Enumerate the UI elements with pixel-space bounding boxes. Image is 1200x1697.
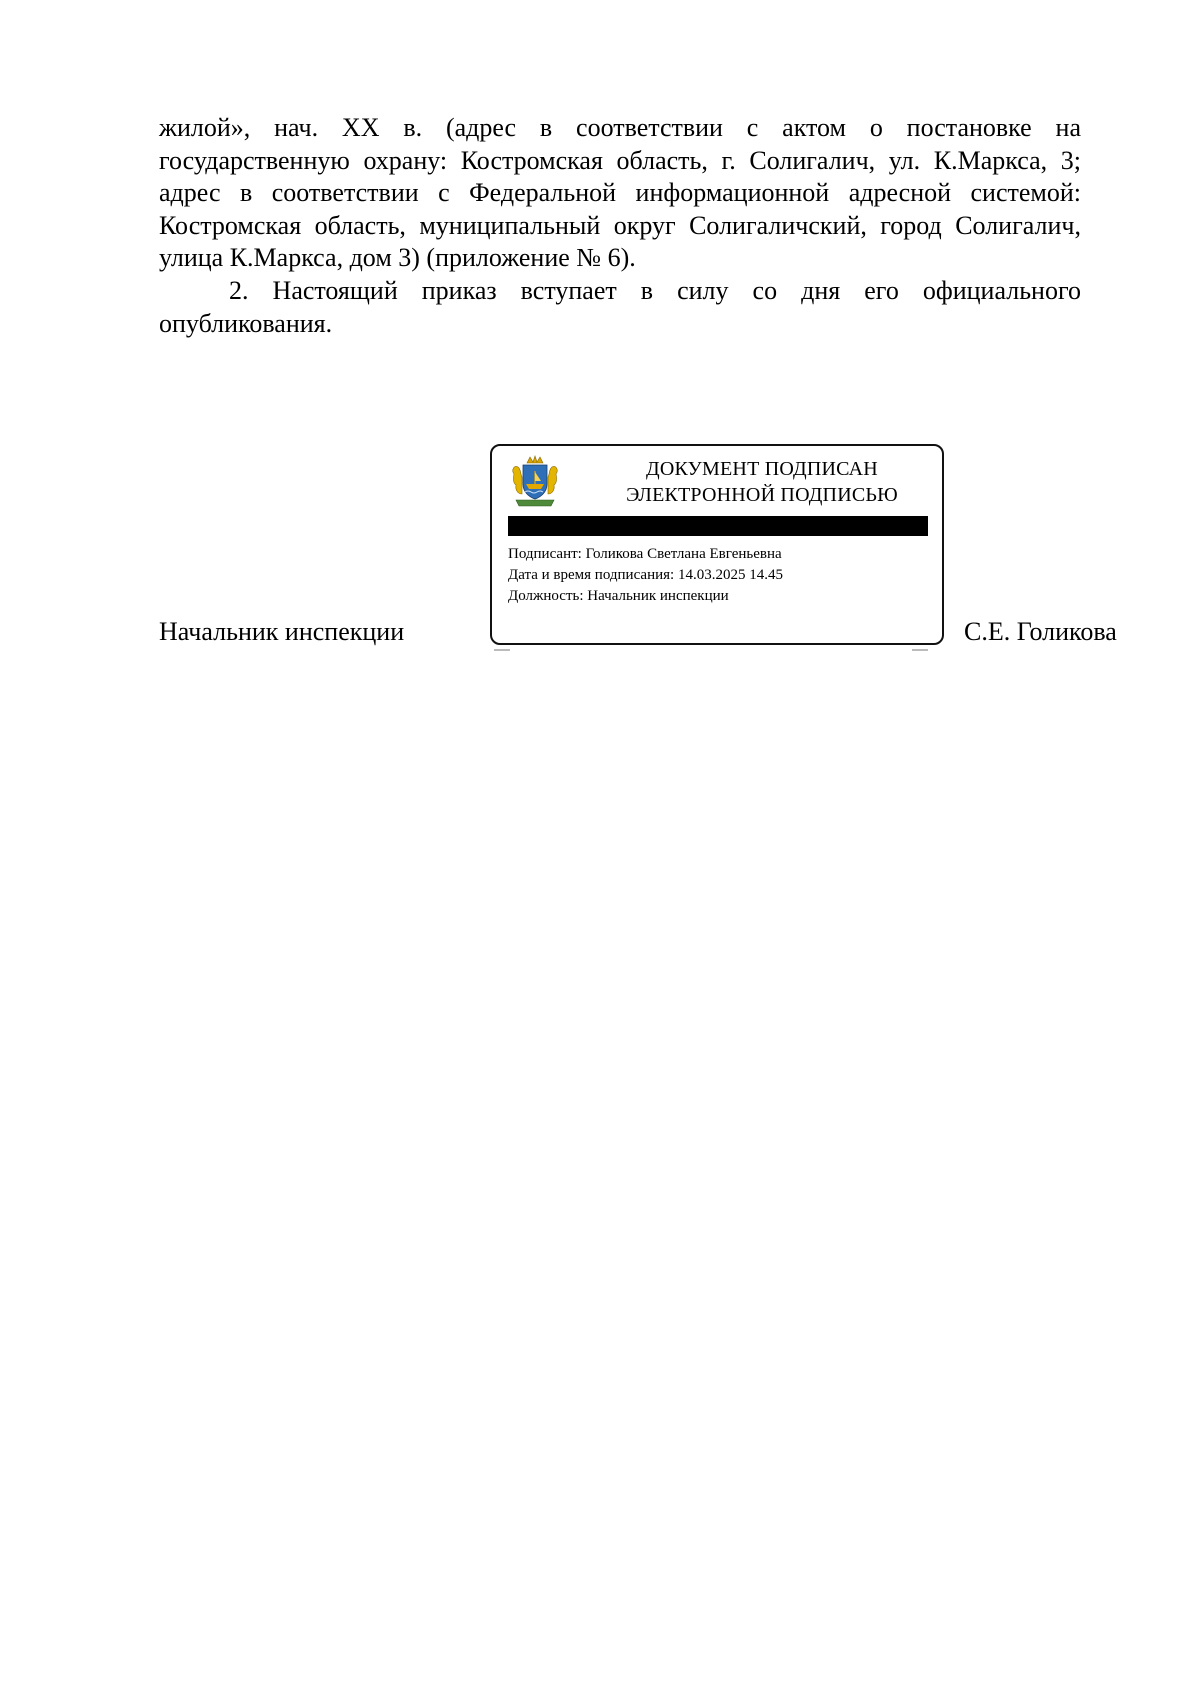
electronic-signature-stamp <box>490 444 944 645</box>
kostroma-coat-of-arms-icon <box>508 454 562 510</box>
stamp-title-line-1: ДОКУМЕНТ ПОДПИСАН <box>646 458 878 480</box>
certificate-redaction-bar <box>508 516 928 536</box>
stamp-position: Должность: Начальник инспекции <box>508 588 729 604</box>
stamp-corner-mark <box>494 649 510 651</box>
paragraph-address: жилой», нач. XX в. (адрес в соответствии с актом о постановке на государственную охрану: Костромская область, г. Солигалич, ул. К.Маркса, 3; адрес в соответствии с Федеральной информационной адресной системой: Костромская область, муниципальный округ Солигаличский, город Солигалич, улица К.Маркса, дом 3) (приложение № 6). <box>159 113 1081 273</box>
document-body <box>159 112 1081 340</box>
stamp-signer: Подписант: Голикова Светлана Евгеньевна <box>508 546 782 562</box>
signatory-role: Начальник инспекции <box>159 617 405 646</box>
paragraph-effective-date: 2. Настоящий приказ вступает в силу со дня его официального опубликования. <box>159 275 1081 338</box>
stamp-corner-mark <box>912 649 928 651</box>
signatory-name: С.Е. Голикова <box>964 617 1117 646</box>
stamp-title-line-2: ЭЛЕКТРОННОЙ ПОДПИСЬЮ <box>626 484 898 506</box>
stamp-datetime: Дата и время подписания: 14.03.2025 14.45 <box>508 567 783 583</box>
